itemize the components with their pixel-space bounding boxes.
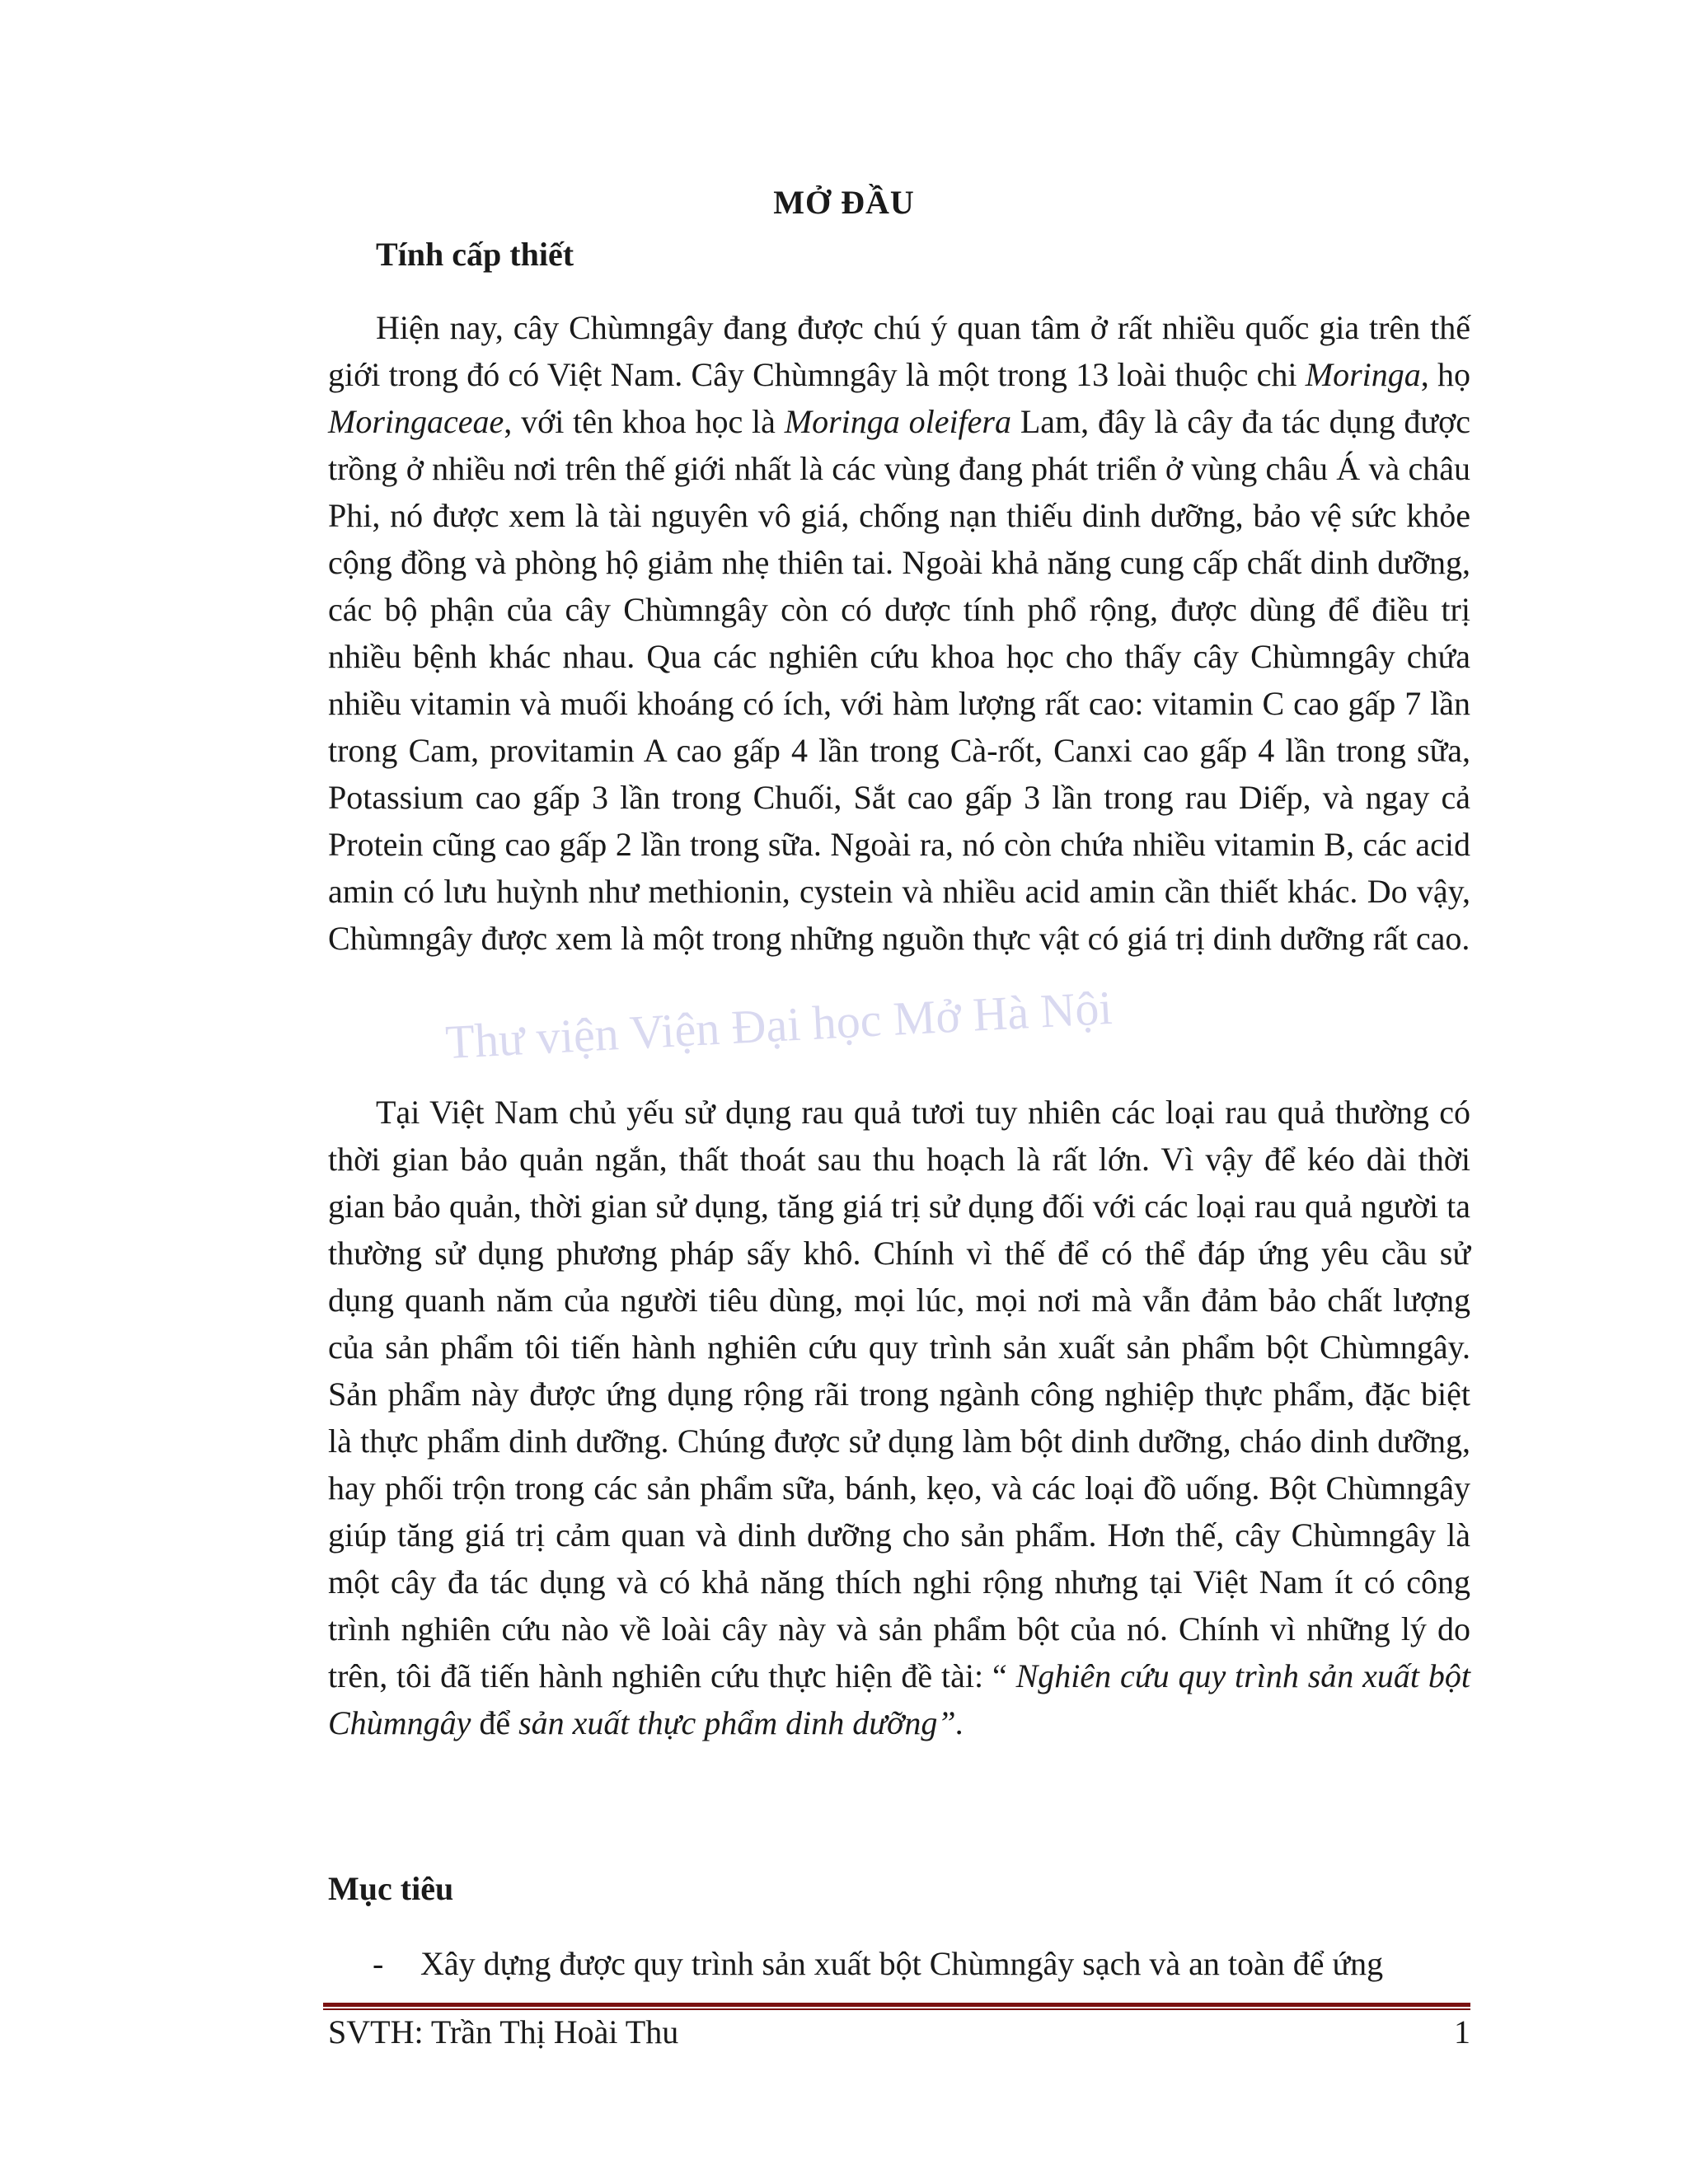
section-heading-goals: Mục tiêu: [328, 1870, 454, 1907]
section-heading-urgency: Tính cấp thiết: [376, 236, 574, 273]
paragraph-rationale-text-2: để: [471, 1704, 519, 1741]
paragraph-intro-text-2: , họ: [1420, 356, 1470, 393]
bullet-dash: -: [373, 1945, 384, 1982]
footer-author: SVTH: Trần Thị Hoài Thu: [328, 2013, 679, 2050]
paragraph-rationale-text-1: Tại Việt Nam chủ yếu sử dụng rau quả tươi tuy nhiên các loại rau quả thường có thời gian bảo quản ngắn, thất thoát sau thu hoạch là rất lớn. Vì vậy để kéo dài thời gian bảo quản, thời gian sử dụng, tăng giá trị sử dụng đối với các loại rau quả người ta thường sử dụng phương pháp sấy khô. Chính vì thế để có thể đáp ứng yêu cầu sử dụng quanh năm của người tiêu dùng, mọi lúc, mọi nơi mà vẫn đảm bảo chất lượng của sản phẩm tôi tiến hành nghiên cứu quy trình sản xuất sản phẩm bột Chùmngây. Sản phẩm này được ứng dụng rộng rãi trong ngành công nghiệp thực phẩm, đặc biệt là thực phẩm dinh dưỡng. Chúng được sử dụng làm bột dinh dưỡng, cháo dinh dưỡng, hay phối trộn trong các sản phẩm sữa, bánh, kẹo, và các loại đồ uống. Bột Chùmngây giúp tăng giá trị cảm quan và dinh dưỡng cho sản phẩm. Hơn thế, cây Chùmngây là một cây đa tác dụng và có khả năng thích nghi rộng nhưng tại Việt Nam ít có công trình nghiên cứu nào về loài cây này và sản phẩm bột của nó. Chính vì những lý do trên, tôi đã tiến hành nghiên cứu thực hiện đề tài: “: [328, 1094, 1470, 1694]
page-title: MỞ ĐẦU: [773, 184, 915, 221]
family-name: Moringaceae: [328, 403, 504, 440]
thesis-title-part-1: Nghiên cứu quy trình sản xuất bột Chùmngây: [328, 1657, 1470, 1741]
goal-item: [373, 1944, 1383, 1983]
paragraph-intro-text-4: Lam, đây là cây đa tác dụng được trồng ở nhiều nơi trên thế giới nhất là các vùng đang phát triển ở vùng châu Á và châu Phi, nó được xem là tài nguyên vô giá, chống nạn thiếu dinh dưỡng, bảo vệ sức khỏe cộng đồng và phòng hộ giảm nhẹ thiên tai. Ngoài khả năng cung cấp chất dinh dưỡng, các bộ phận của cây Chùmngây còn có dược tính phổ rộng, được dùng để điều trị nhiều bệnh khác nhau. Qua các nghiên cứu khoa học cho thấy cây Chùmngây chứa nhiều vitamin và muối khoáng có ích, với hàm lượng rất cao: vitamin C cao gấp 7 lần trong Cam, provitamin A cao gấp 4 lần trong Cà-rốt, Canxi cao gấp 4 lần trong sữa, Potassium cao gấp 3 lần trong Chuối, Sắt cao gấp 3 lần trong rau Diếp, và ngay cả Protein cũng cao gấp 2 lần trong sữa. Ngoài ra, nó còn chứa nhiều vitamin B, các acid amin có lưu huỳnh như methionin, cystein và nhiều acid amin cần thiết khác. Do vậy, Chùmngây được xem là một trong những nguồn thực vật có giá trị dinh dưỡng rất cao.: [328, 403, 1471, 957]
genus-name: Moringa: [1305, 356, 1421, 393]
paragraph-intro-text-1: Hiện nay, cây Chùmngây đang được chú ý quan tâm ở rất nhiều quốc gia trên thế giới trong đó có Việt Nam. Cây Chùmngây là một trong 13 loài thuộc chi: [328, 309, 1470, 393]
thesis-title-part-2: sản xuất thực phẩm dinh dưỡng”.: [518, 1704, 964, 1741]
footer-page-number: 1: [1454, 2013, 1470, 2050]
paragraph-rationale: [328, 1089, 1470, 1746]
paragraph-intro: [328, 304, 1470, 962]
paragraph-intro-text-3: , với tên khoa học là: [504, 403, 785, 440]
species-name: Moringa oleifera: [784, 403, 1011, 440]
goal-item-text: Xây dựng được quy trình sản xuất bột Chùmngây sạch và an toàn để ứng: [420, 1945, 1384, 1982]
library-watermark: Thư viện Viện Đại học Mở Hà Nội: [443, 980, 1114, 1070]
footer-rule: [323, 2003, 1470, 2010]
